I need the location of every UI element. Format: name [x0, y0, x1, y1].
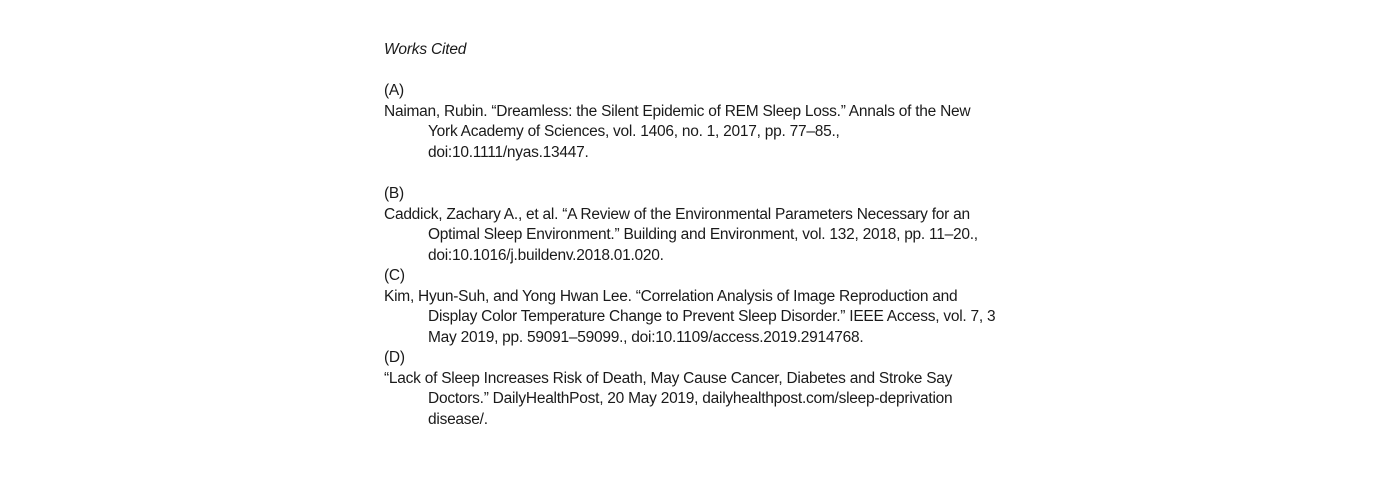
citation-entry-c: [384, 266, 1024, 348]
citation-text: [384, 287, 1024, 349]
citation-line: disease/.: [428, 410, 488, 428]
citation-line: Kim, Hyun-Suh, and Yong Hwan Lee. “Correlation Analysis of Image Reproduction and: [384, 287, 958, 305]
citation-letter: (B): [384, 185, 404, 202]
citation-text: [384, 205, 1024, 267]
citation-line: May 2019, pp. 59091–59099., doi:10.1109/access.2019.2914768.: [428, 328, 864, 346]
citation-line: York Academy of Sciences, vol. 1406, no. 1, 2017, pp. 77–85.,: [428, 123, 840, 140]
citation-line: “Lack of Sleep Increases Risk of Death, May Cause Cancer, Diabetes and Stroke Say: [384, 369, 953, 387]
citation-letter: (C): [384, 267, 405, 284]
citation-text: [384, 102, 1024, 164]
citation-entry-b: [384, 184, 1024, 266]
citation-line: Caddick, Zachary A., et al. “A Review of the Environmental Parameters Necessary for an: [384, 205, 970, 223]
citation-line: Display Color Temperature Change to Prevent Sleep Disorder.” IEEE Access, vol. 7, 3: [428, 308, 996, 325]
citation-line: doi:10.1016/j.buildenv.2018.01.020.: [428, 246, 664, 264]
citation-text: [384, 369, 1024, 431]
citation-line: Optimal Sleep Environment.” Building and Environment, vol. 132, 2018, pp. 11–20.,: [428, 226, 978, 243]
citation-entry-a: [384, 81, 1024, 163]
citation-letter: (D): [384, 349, 405, 366]
citation-line: Doctors.” DailyHealthPost, 20 May 2019, dailyhealthpost.com/sleep-deprivation: [428, 390, 953, 407]
works-cited-heading: Works Cited: [384, 41, 467, 58]
citation-line: doi:10.1111/nyas.13447.: [428, 143, 589, 161]
works-cited-document: [384, 40, 1024, 430]
citation-line: Naiman, Rubin. “Dreamless: the Silent Epidemic of REM Sleep Loss.” Annals of the New: [384, 102, 971, 120]
citation-entry-d: [384, 348, 1024, 430]
citation-letter: (A): [384, 82, 404, 99]
